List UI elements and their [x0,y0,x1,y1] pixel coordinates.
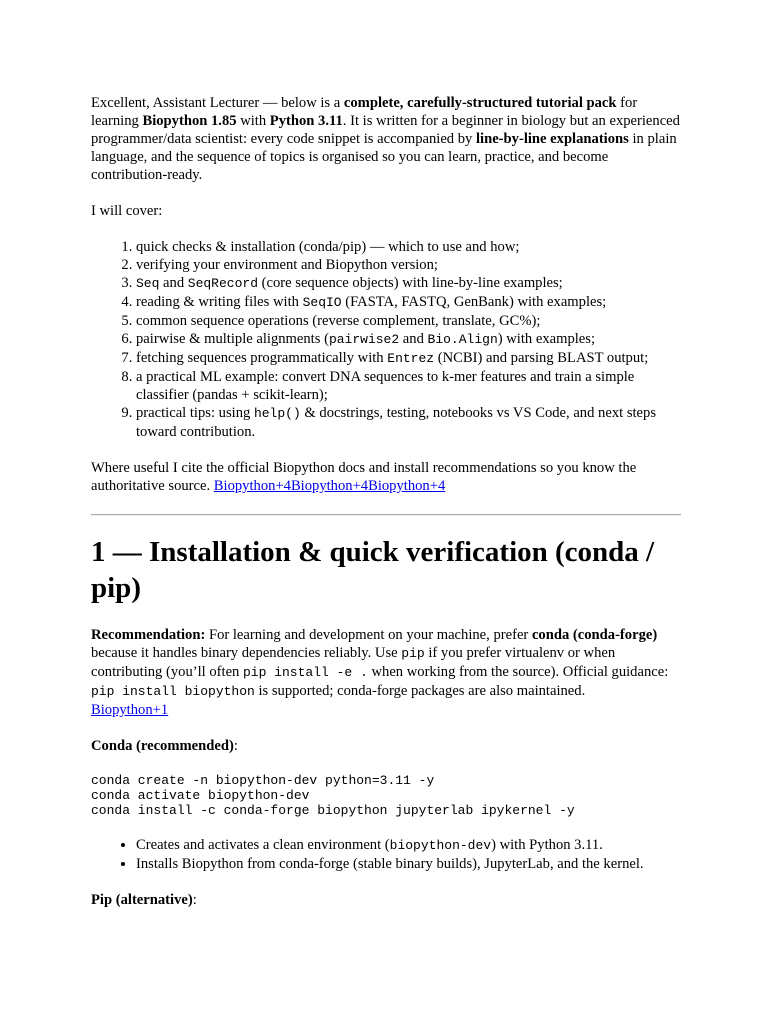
paragraph-text: because it handles binary dependencies reliably. Use [91,645,402,661]
intro-text: Excellent, Assistant Lecturer — below is a [91,95,344,111]
list-item [136,274,681,293]
inline-code: pip [401,646,425,661]
list-item [136,836,681,855]
recommendation-paragraph [91,626,681,719]
list-item-text: (FASTA, FASTQ, GenBank) with examples; [341,294,607,310]
pip-label-paragraph [91,891,681,909]
intro-text: in plain language, and the sequence of topics is organised so you can learn, practice, and become contribution-ready. [91,131,677,183]
list-item-text: quick checks & installation (conda/pip) — which to use and how; [136,239,520,255]
paragraph-bold: conda (conda-forge) [531,627,658,643]
inline-code: pip install biopython [91,684,255,699]
inline-code: SeqRecord [187,276,258,291]
list-item-text: and [399,331,428,347]
conda-notes-list [91,836,681,873]
section-divider [91,514,681,516]
inline-code: Seq [136,276,160,291]
inline-code: SeqIO [302,295,342,310]
intro-bold: line-by-line explanations [475,131,629,147]
list-item-text: pairwise & multiple alignments ( [136,331,329,347]
inline-code: help() [253,406,301,421]
cite-text: Where useful I cite the official Biopython docs and install recommendations so you know the authoritative source. [91,460,637,494]
list-item-text: Creates and activates a clean environment ( [136,837,390,853]
list-item-text: verifying your environment and Biopython version; [136,257,438,273]
list-item-text: fetching sequences programmatically with [136,350,388,366]
list-item [136,293,681,312]
inline-code: biopython-dev [389,838,492,853]
intro-paragraph [91,94,681,184]
list-item-text: ) with examples; [497,331,596,347]
citation-link[interactable]: Biopython+4Biopython+4Biopython+4 [213,478,446,494]
label-colon: : [192,892,197,908]
list-item [136,368,681,404]
list-item [136,330,681,349]
intro-bold: Biopython 1.85 [142,113,237,129]
inline-code: Entrez [387,351,435,366]
paragraph-text: if you prefer virtualenv or when contributing (you’ll often [91,645,616,680]
conda-label-paragraph [91,737,681,755]
cover-label: I will cover: [91,203,163,219]
list-item-text: reading & writing files with [136,294,303,310]
topics-list [91,238,681,441]
intro-bold: Python 3.11 [269,113,343,129]
list-item-text: practical tips: using [136,405,254,421]
intro-text: with [236,113,270,129]
inline-code: pip install -e . [243,665,368,680]
list-item-text: (core sequence objects) with line-by-line examples; [258,275,563,291]
paragraph-text: For learning and development on your machine, prefer [205,627,532,643]
list-item [136,238,681,256]
conda-code-block: conda create -n biopython-dev python=3.11 -y conda activate biopython-dev conda install -c conda-forge biopython jupyterlab ipykernel -y [91,773,575,818]
list-item-text: Installs Biopython from conda-forge (stable binary builds), JupyterLab, and the kernel. [136,856,644,872]
paragraph-text: is supported; conda-forge packages are also maintained. [254,683,586,699]
inline-code: pairwise2 [328,332,400,347]
list-item-text: & docstrings, testing, notebooks vs VS Code, and next steps toward contribution. [136,405,657,440]
list-item-text: ) with Python 3.11. [491,837,603,853]
list-item [136,855,681,873]
list-item [136,349,681,368]
list-item [136,312,681,330]
cite-paragraph [91,459,681,495]
paragraph-text: when working from the source). Official guidance: [367,664,669,680]
citation-link[interactable]: Biopython+1 [91,702,169,718]
recommendation-label: Recommendation: [91,627,206,643]
label-colon: : [233,738,238,754]
list-item-text: (NCBI) and parsing BLAST output; [434,350,649,366]
list-item-text: common sequence operations (reverse complement, translate, GC%); [136,313,541,329]
intro-bold: complete, carefully-structured tutorial pack [343,95,617,111]
conda-label: Conda (recommended) [91,738,234,754]
inline-code: Bio.Align [427,332,498,347]
list-item [136,404,681,441]
pip-label: Pip (alternative) [91,892,193,908]
intro-text: . It is written for a beginner in biology but an experienced programmer/data scientist: every code snippet is accompanied by [91,113,680,147]
intro-text: for learning [91,95,638,129]
section-heading: 1 — Installation & quick verification (conda / pip) [91,536,655,604]
document-content [91,94,681,927]
list-item-text: and [159,275,188,291]
list-item [136,256,681,274]
list-item-text: a practical ML example: convert DNA sequences to k-mer features and train a simple classifier (pandas + scikit-learn); [136,369,635,403]
